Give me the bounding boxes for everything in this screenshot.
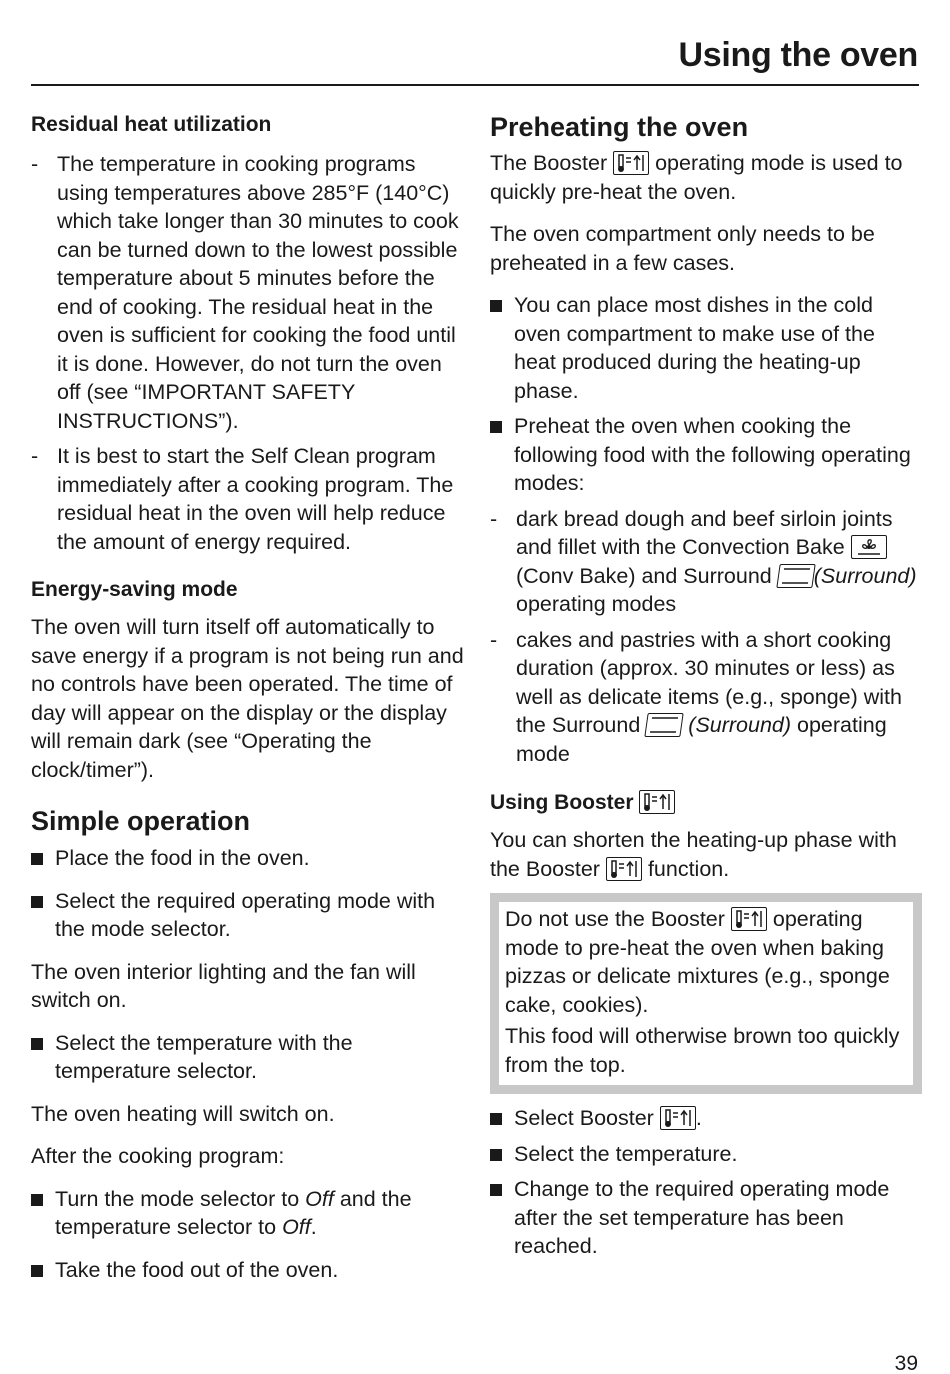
using-booster-heading: Using Booster	[490, 789, 922, 817]
after-cooking-text: After the cooking program:	[31, 1144, 285, 1168]
booster-icon	[660, 1106, 696, 1130]
warning-note-box	[490, 893, 922, 1094]
list-item: - It is best to start the Self Clean program immediately after a cooking program. The residual heat in the oven will help reduce the amount of energy required.	[31, 442, 466, 556]
preheat-cases: The oven compartment only needs to be preheated in a few cases.	[490, 222, 875, 275]
bullet-square	[490, 1140, 514, 1169]
preheat-intro: The Booster operating mode is used to quickly pre-heat the oven.	[490, 151, 903, 204]
residual-item-1: The temperature in cooking programs using temperatures above 285°F (140°C) which take longer than 30 minutes to cook can be turned down to the lowest possible temperature about 5 minutes before the end of cooking. The residual heat in the oven is sufficient for cooking the food until it is done. However, do not turn the oven off (see “IMPORTANT SAFETY INSTRUCTIONS”).	[57, 152, 459, 433]
preheating-heading: Preheating the oven	[490, 112, 749, 142]
list-item: Take the food out of the oven.	[31, 1256, 466, 1285]
list-item: - dark bread dough and beef sirloin joints and fillet with the Convection Bake (Conv Bake) and Surround (Surround) operating modes	[490, 506, 917, 616]
residual-item-2: It is best to start the Self Clean program immediately after a cooking program. The residual heat in the oven will help reduce the amount of energy required.	[57, 444, 454, 554]
lighting-text: The oven interior lighting and the fan will switch on.	[31, 959, 416, 1012]
bullet-square	[490, 291, 514, 405]
bullet-square	[490, 1175, 514, 1261]
heating-text: The oven heating will switch on.	[31, 1101, 335, 1126]
list-item: Select Booster .	[490, 1104, 922, 1133]
surround-icon	[776, 564, 815, 588]
convection-bake-icon	[851, 535, 887, 559]
right-column	[490, 108, 922, 1261]
booster-icon	[639, 790, 675, 814]
note-text-1: Do not use the Booster operating mode to pre-heat the oven when baking pizzas or delicate mixtures (e.g., sponge cake, cookies).	[505, 907, 890, 1017]
energy-saving-text: The oven will turn itself off automatically to save energy if a program is not being run and no controls have been operated. The time of day will appear on the display or the display will remain dark (see “Operating the clock/timer”).	[31, 615, 464, 782]
bullet-square	[31, 1256, 55, 1285]
left-column	[31, 108, 466, 1284]
list-item: Select the temperature.	[490, 1140, 922, 1169]
list-item: Select the temperature with the temperature selector.	[31, 1029, 466, 1086]
booster-icon	[731, 907, 767, 931]
header-rule	[31, 84, 919, 86]
page-title: Using the oven	[678, 36, 918, 74]
list-item: Turn the mode selector to Off and the temperature selector to Off.	[31, 1185, 466, 1242]
list-item: - The temperature in cooking programs using temperatures above 285°F (140°C) which take longer than 30 minutes to cook can be turned down to the lowest possible temperature about 5 minutes before the end of cooking. The residual heat in the oven is sufficient for cooking the food until it is done. However, do not turn the oven off (see “IMPORTANT SAFETY INSTRUCTIONS”).	[31, 150, 466, 435]
energy-saving-heading: Energy-saving mode	[31, 578, 238, 601]
list-item: Preheat the oven when cooking the following food with the following operating modes:	[490, 412, 922, 498]
bullet-square	[490, 412, 514, 498]
bullet-square	[31, 1185, 55, 1242]
list-item: Change to the required operating mode after the set temperature has been reached.	[490, 1175, 922, 1261]
list-item: - cakes and pastries with a short cooking duration (approx. 30 minutes or less) as well as delicate items (e.g., sponge) with the Surround (Surround) operating mode	[490, 627, 902, 766]
booster-icon	[613, 151, 649, 175]
booster-icon	[606, 857, 642, 881]
list-item: You can place most dishes in the cold oven compartment to make use of the heat produced during the heating-up phase.	[490, 291, 922, 405]
bullet-square	[31, 887, 55, 944]
bullet-square	[490, 1104, 514, 1133]
surround-icon	[645, 713, 684, 737]
page-number: 39	[894, 1352, 918, 1374]
booster-intro: You can shorten the heating-up phase with the Booster function.	[490, 828, 897, 881]
note-text-2: This food will otherwise brown too quickly from the top.	[505, 1024, 900, 1077]
bullet-square	[31, 1029, 55, 1086]
bullet-square	[31, 844, 55, 873]
residual-heat-heading: Residual heat utilization	[31, 113, 272, 136]
list-item: Select the required operating mode with the mode selector.	[31, 887, 466, 944]
simple-operation-heading: Simple operation	[31, 806, 251, 836]
list-item: Place the food in the oven.	[31, 844, 466, 873]
